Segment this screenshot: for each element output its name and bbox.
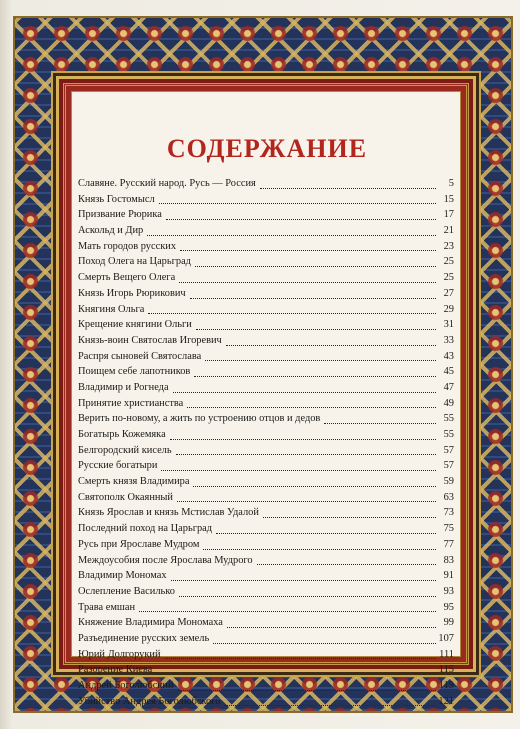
dot-leader — [180, 249, 436, 251]
contents-panel — [71, 91, 461, 707]
dot-leader — [179, 595, 436, 597]
toc-entry-title: Трава емшан — [78, 601, 136, 613]
toc-entry — [78, 631, 456, 647]
dot-leader — [176, 453, 436, 455]
dot-leader — [257, 563, 436, 565]
toc-entry-title: Принятие христианства — [78, 397, 184, 409]
dot-leader — [148, 312, 436, 314]
toc-entry-page: 25 — [443, 256, 454, 268]
toc-entry — [78, 207, 456, 223]
toc-entry-page: 99 — [443, 617, 454, 629]
toc-entry — [78, 662, 456, 678]
toc-entry — [78, 333, 456, 349]
toc-entry-page: 63 — [443, 491, 454, 503]
toc-entry-page: 33 — [443, 334, 454, 346]
toc-entry-page: 119 — [438, 680, 454, 691]
toc-entry — [78, 647, 456, 663]
toc-entry-title: Последний поход на Царьград — [78, 523, 213, 535]
toc-entry-page: 29 — [443, 303, 454, 315]
dot-leader — [216, 532, 436, 534]
toc-entry — [78, 364, 456, 380]
dot-leader — [260, 187, 436, 189]
dot-leader — [178, 689, 436, 691]
dot-leader — [227, 626, 436, 628]
toc-entry-title: Ослепление Василько — [78, 585, 175, 597]
toc-entry-title: Верить по-новому, а жить по устроению отцов и дедов — [78, 413, 321, 425]
dot-leader — [263, 516, 436, 518]
dot-leader — [166, 218, 436, 220]
toc-entry-page: 77 — [443, 538, 454, 550]
dot-leader — [173, 391, 436, 393]
dot-leader — [324, 422, 436, 424]
toc-entry-page: 49 — [443, 397, 454, 409]
toc-entry — [78, 302, 456, 318]
toc-entry-title: Князь Игорь Рюрикович — [78, 287, 186, 299]
toc-entry — [78, 286, 456, 302]
toc-entry — [78, 474, 456, 490]
dot-leader — [205, 359, 436, 361]
dot-leader — [194, 375, 436, 377]
toc-entry-page: 111 — [439, 648, 454, 660]
toc-entry-title: Князь-воин Святослав Игоревич — [78, 334, 222, 346]
toc-entry — [78, 176, 456, 192]
toc-entry-title: Поищем себе лапотников — [78, 366, 191, 378]
toc-entry-title: Княгиня Ольга — [78, 303, 145, 315]
toc-entry-page: 47 — [443, 381, 454, 393]
dot-leader — [193, 485, 436, 487]
toc-entry-page: 57 — [443, 444, 454, 456]
toc-entry-title: Богатырь Кожемяка — [78, 429, 166, 440]
dot-leader — [147, 234, 436, 236]
toc-entry-title: Призвание Рюрика — [78, 209, 162, 221]
toc-entry-page: 93 — [443, 585, 454, 597]
toc-entry-title: Русь при Ярославе Мудром — [78, 538, 200, 550]
toc-entry-title: Юрий Долгорукий — [78, 648, 161, 660]
toc-entry-title: Распря сыновей Святослава — [78, 350, 202, 362]
toc-entry — [78, 553, 456, 569]
toc-entry — [78, 380, 456, 396]
toc-entry-title: Белгородский кисель — [78, 444, 172, 456]
toc-entry — [78, 317, 456, 333]
toc-entry — [78, 427, 456, 443]
toc-entry-title: Владимир и Рогнеда — [78, 381, 169, 393]
toc-entry-page: 5 — [448, 178, 454, 189]
toc-entry — [78, 411, 456, 427]
dot-leader — [171, 579, 436, 581]
toc-entry — [78, 458, 456, 474]
toc-entry-title: Разъединение русских земель — [78, 632, 210, 644]
toc-entry — [78, 505, 456, 521]
toc-entry — [78, 223, 456, 239]
dot-leader — [177, 500, 436, 502]
toc-entry — [78, 192, 456, 208]
toc-entry-page: 23 — [443, 240, 454, 252]
toc-entry-page: 21 — [443, 225, 454, 237]
toc-entry-page: 75 — [443, 523, 454, 535]
dot-leader — [179, 281, 436, 283]
toc-entry-title: Смерть князя Владимира — [78, 476, 190, 488]
dot-leader — [195, 265, 436, 267]
toc-entry-page: 27 — [443, 287, 454, 299]
toc-entry-page: 57 — [443, 460, 454, 472]
dot-leader — [213, 642, 436, 644]
toc-entry-title: Разорение Киева — [78, 664, 153, 676]
toc-entry — [78, 537, 456, 553]
toc-entry — [78, 396, 456, 412]
dot-leader — [161, 469, 436, 471]
toc-entry-title: Князь Ярослав и князь Мстислав Удалой — [78, 507, 259, 519]
toc-entry-page: 45 — [443, 366, 454, 378]
toc-entry-title: Междоусобия после Ярослава Мудрого — [78, 554, 253, 566]
toc-entry-page: 31 — [443, 319, 454, 331]
toc-entry — [78, 239, 456, 255]
toc-entry-page: 43 — [443, 350, 454, 362]
dot-leader — [170, 438, 436, 440]
toc-entry — [78, 694, 456, 710]
dot-leader — [156, 673, 436, 675]
dot-leader — [203, 548, 436, 550]
toc-entry — [78, 600, 456, 616]
toc-entry-page: 15 — [443, 193, 454, 205]
toc-entry-title: Убийство Андрея Боголюбского — [78, 695, 221, 707]
page-title: СОДЕРЖАНИЕ — [166, 134, 368, 163]
toc-entry-title: Андрей Боголюбский — [78, 680, 174, 691]
toc-entry — [78, 443, 456, 459]
toc-entry — [78, 270, 456, 286]
toc-entry-page: 55 — [443, 429, 454, 440]
toc-entry — [78, 254, 456, 270]
toc-entry-title: Крещение княгини Ольги — [78, 319, 192, 331]
toc-entry-title: Славяне. Русский народ. Русь — Россия — [78, 178, 256, 189]
dot-leader — [139, 610, 436, 612]
toc-entry-page: 17 — [443, 209, 454, 221]
dot-leader — [190, 297, 436, 299]
dot-leader — [165, 657, 436, 659]
toc-entry-title: Княжение Владимира Мономаха — [78, 617, 223, 629]
toc-entry-page: 107 — [438, 632, 454, 644]
toc-entry-page: 59 — [443, 476, 454, 488]
toc-entry — [78, 490, 456, 506]
toc-entry — [78, 568, 456, 584]
toc-entry-page: 55 — [443, 413, 454, 425]
toc-entry — [78, 349, 456, 365]
toc-entry-title: Владимир Мономах — [78, 570, 167, 582]
table-of-contents — [78, 176, 456, 709]
dot-leader — [226, 344, 436, 346]
toc-entry-page: 25 — [443, 272, 454, 284]
toc-entry — [78, 584, 456, 600]
toc-entry-page: 115 — [438, 664, 454, 676]
toc-entry-title: Князь Гостомысл — [78, 193, 155, 205]
toc-entry-title: Аскольд и Дир — [78, 225, 144, 237]
toc-entry — [78, 521, 456, 537]
toc-entry-title: Поход Олега на Царьград — [78, 256, 191, 268]
dot-leader — [187, 406, 436, 408]
dot-leader — [196, 328, 436, 330]
toc-entry-title: Смерть Вещего Олега — [78, 272, 176, 284]
toc-entry-title: Мать городов русских — [78, 240, 177, 252]
toc-entry-page: 121 — [438, 695, 454, 707]
toc-entry — [78, 678, 456, 694]
toc-entry-page: 91 — [443, 570, 454, 582]
toc-entry-page: 73 — [443, 507, 454, 519]
dot-leader — [224, 704, 436, 706]
toc-entry-title: Святополк Окаянный — [78, 491, 173, 503]
toc-entry-page: 83 — [443, 554, 454, 566]
dot-leader — [159, 202, 436, 204]
toc-entry-title: Русские богатыри — [78, 460, 158, 472]
toc-entry-page: 95 — [443, 601, 454, 613]
toc-entry — [78, 615, 456, 631]
